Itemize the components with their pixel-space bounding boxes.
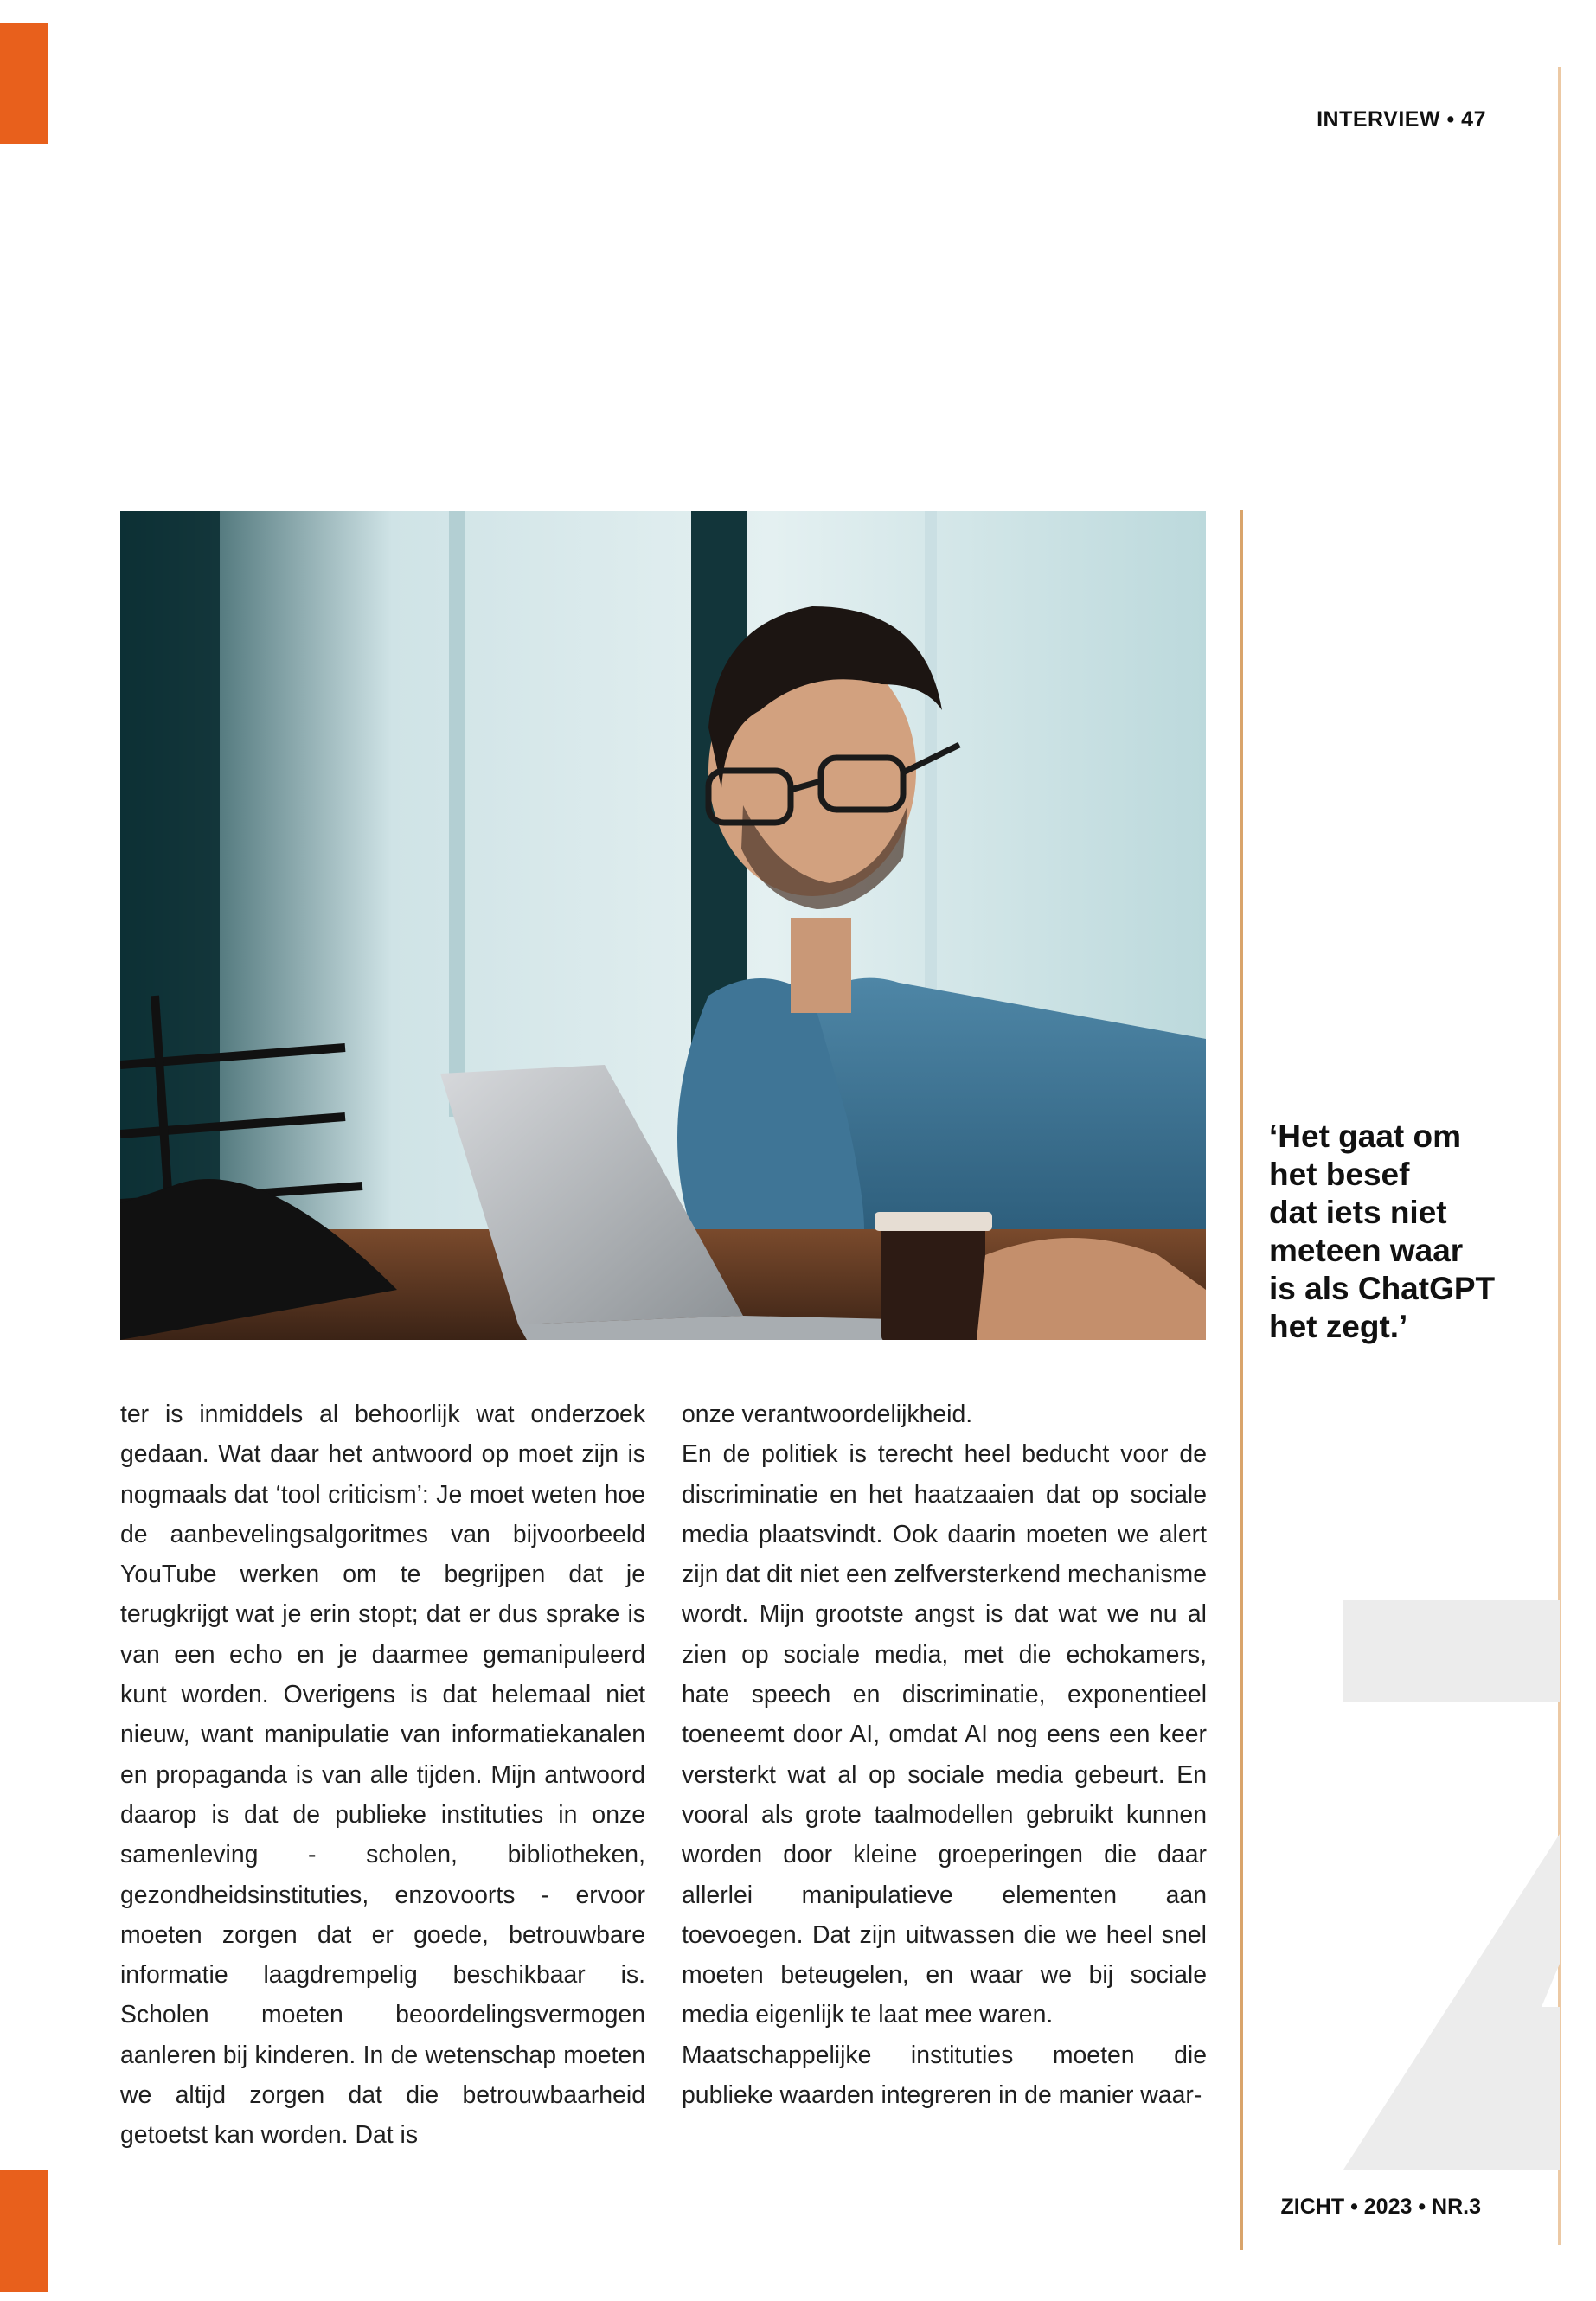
pull-quote-rule (1240, 510, 1243, 2250)
watermark-z-letter (1343, 1600, 1560, 2170)
orange-edge-tab-top (0, 23, 48, 144)
body-paragraph: ter is inmiddels al behoorlijk wat onderzoek gedaan. Wat daar het antwoord op moet zijn is nogmaals dat ‘tool criticism’: Je moet weten hoe de aanbevelingsalgoritmes van bijvoorbeeld YouTube werken om te begrijpen dat je terugkrijgt wat je erin stopt; dat er dus sprake is van een echo en je daarmee gemanipuleerd kunt worden. Overigens is dat helemaal niet nieuw, want manipulatie van informatiekanalen en propaganda is van alle tijden. Mijn antwoord daarop is dat de publieke instituties in onze samenleving - scholen, bibliotheken, gezondheidsinstituties, enzovoorts - ervoor moeten zorgen dat er goede, betrouwbare informatie laagdrempelig beschikbaar is. Scholen moeten beoordelingsvermogen aanleren bij kinderen. In de wetenschap moeten we altijd zorgen dat die betrouwbaarheid getoetst kan worden. Dat is (120, 1400, 645, 2150)
article-column-right (682, 1394, 1207, 2115)
body-paragraph: Maatschappelijke instituties moeten die publieke waarden integreren in de manier waar- (682, 2041, 1207, 2110)
body-paragraph: onze verantwoordelijkheid. (682, 1400, 973, 1428)
running-foot: ZICHT • 2023 • NR.3 (1280, 2195, 1481, 2219)
pull-quote-line: is als ChatGPT (1269, 1271, 1496, 1306)
pull-quote-line: ‘Het gaat om (1269, 1118, 1462, 1154)
article-column-left (120, 1394, 645, 2156)
orange-edge-tab-bottom (0, 2170, 48, 2292)
running-head: INTERVIEW • 47 (1317, 107, 1486, 131)
pull-quote (1269, 1118, 1529, 1346)
pull-quote-line: het zegt.’ (1269, 1309, 1408, 1344)
pull-quote-line: het besef (1269, 1157, 1410, 1192)
article-photo (120, 511, 1206, 1340)
body-paragraph: En de politiek is terecht heel beducht voor de discriminatie en het haatzaaien dat op sociale media plaatsvindt. Ook daarin moeten we alert zijn dat dit niet een zelfversterkend mechanisme wordt. Mijn grootste angst is dat wat we nu al zien op sociale media, met die echokamers, hate speech en discriminatie, exponentieel toeneemt door AI, omdat AI nog eens een keer versterkt wat al op sociale media gebeurt. En vooral als grote taalmodellen gebruikt kunnen worden door kleine groeperingen die daar allerlei manipulatieve elementen aan toevoegen. Dat zijn uitwassen die we heel snel moeten beteugelen, en waar we bij sociale media eigenlijk te laat mee waren. (682, 1440, 1207, 2029)
pull-quote-line: meteen waar (1269, 1233, 1464, 1268)
pull-quote-line: dat iets niet (1269, 1195, 1447, 1230)
